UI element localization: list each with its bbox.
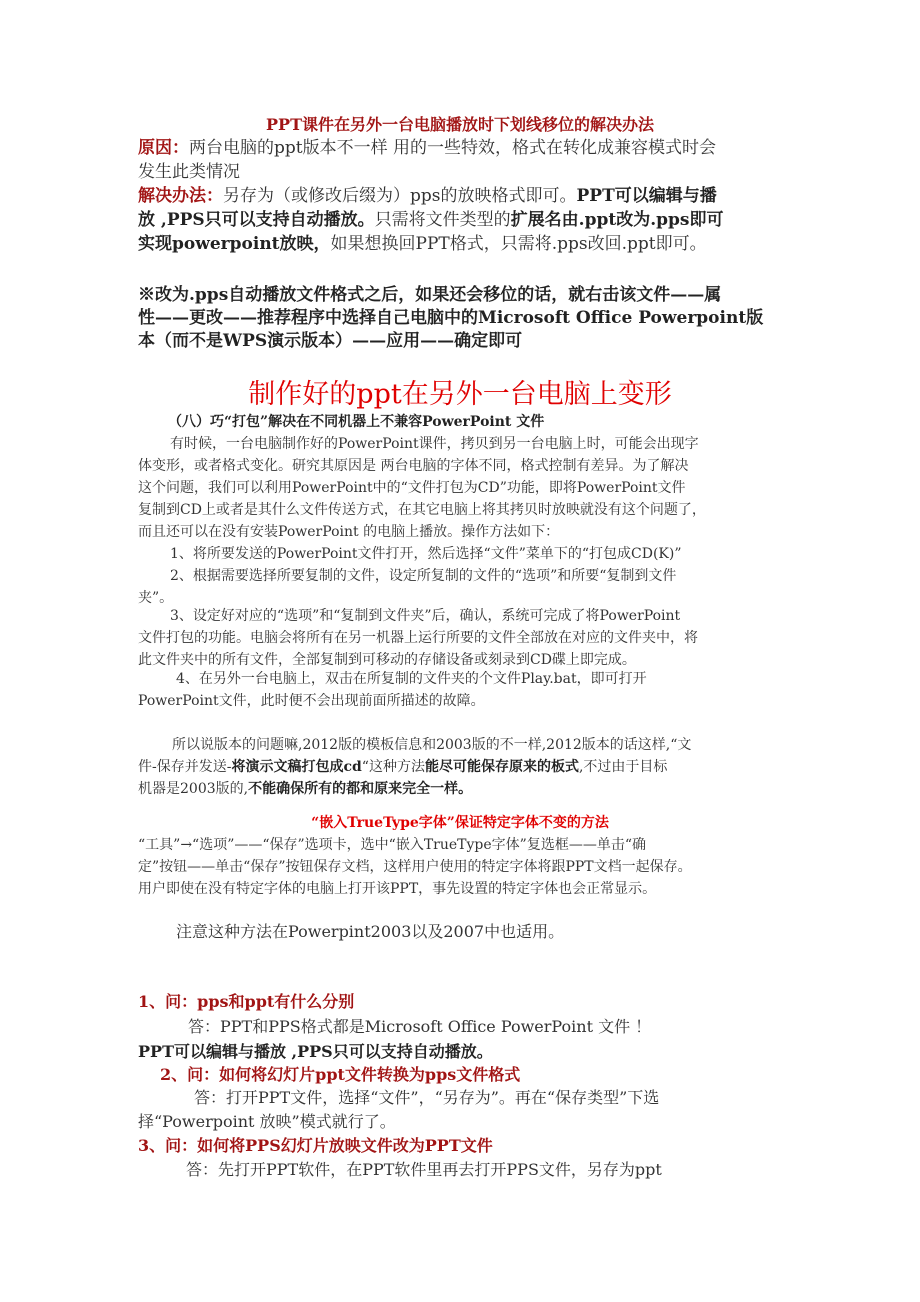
answer-1-bold: PPT可以编辑与播放 ,PPS只可以支持自动播放。 [138, 1042, 493, 1061]
question-3: 3、问：如何将PPS幻灯片放映文件改为PPT文件 [138, 1136, 493, 1155]
step-4-line-1: 4、在另外一台电脑上，双击在所复制的文件夹的个文件Play.bat，即可打开 [176, 671, 647, 687]
question-2: 2、问：如何将幻灯片ppt文件转换为pps文件格式 [160, 1065, 521, 1084]
note-line-2: 性——更改——推荐程序中选择自己电脑中的Microsoft Office Powerpoint版 [138, 308, 764, 328]
doc-title-deformation: 制作好的ppt在另外一台电脑上变形 [248, 379, 672, 410]
paragraph-1-line-1: 有时候，一台电脑制作好的PowerPoint课件，拷贝到另一台电脑上时，可能会出现字 [170, 436, 699, 452]
truetype-line-3: 用户即使在没有特定字体的电脑上打开该PPT，事先设置的特定字体也会正常显示。 [138, 881, 657, 897]
note-line-1: ※改为.pps自动播放文件格式之后，如果还会移位的话，就右击该文件——属 [138, 285, 722, 305]
answer-1: 答：PPT和PPS格式都是Microsoft Office PowerPoint 文件 ！ [188, 1017, 652, 1036]
truetype-heading: “嵌入TrueType字体”保证特定字体不变的方法 [311, 815, 609, 831]
step-2-line-2: 夹”。 [138, 590, 174, 606]
section-8-heading: （八）巧“打包”解决在不同机器上不兼容PowerPoint 文件 [168, 414, 545, 430]
doc-title-underline-fix: PPT课件在另外一台电脑播放时下划线移位的解决办法 [266, 115, 654, 134]
paragraph-1-line-4: 复制到CD上或者是其什么文件传送方式，在其它电脑上将其拷贝时放映就没有这个问题了， [138, 502, 706, 518]
answer-2-line-2: 择“Powerpoint 放映”模式就行了。 [138, 1112, 396, 1131]
version-line-1: 所以说版本的问题嘛,2012版的模板信息和2003版的不一样,2012版本的话这样,“文 [172, 737, 692, 753]
note-line-3: 本（而不是WPS演示版本）——应用——确定即可 [138, 331, 523, 351]
step-3-line-2: 文件打包的功能。电脑会将所有在另一机器上运行所要的文件全部放在对应的文件夹中，将 [138, 630, 698, 646]
step-2-line-1: 2、根据需要选择所要复制的文件，设定所复制的文件的“选项”和所要“复制到文件 [170, 568, 677, 584]
version-line-3: 机器是2003版的,不能确保所有的都和原来完全一样。 [138, 781, 473, 797]
truetype-line-2: 定”按钮——单击“保存”按钮保存文档，这样用户使用的特定字体将跟PPT文档一起保存。 [138, 859, 692, 875]
answer-3: 答：先打开PPT软件，在PPT软件里再去打开PPS文件，另存为ppt [186, 1160, 662, 1179]
answer-2-line-1: 答：打开PPT文件，选择“文件”，“另存为”。再在“保存类型”下选 [194, 1088, 660, 1107]
solution-line-2: 放 ,PPS只可以支持自动播放。只需将文件类型的扩展名由.ppt改为.pps即可 [138, 210, 724, 230]
question-1: 1、问：pps和ppt有什么分别 [138, 992, 355, 1011]
reason-line-2: 发生此类情况 [138, 162, 240, 182]
solution-label: 解决办法： [138, 186, 223, 206]
step-1: 1、将所要发送的PowerPoint文件打开，然后选择“文件”菜单下的“打包成CD(K)” [170, 546, 682, 562]
paragraph-1-line-2: 体变形，或者格式变化。研究其原因是 两台电脑的字体不同，格式控制有差异。为了解决 [138, 458, 689, 474]
step-3-line-3: 此文件夹中的所有文件，全部复制到可移动的存储设备或刻录到CD碟上即完成。 [138, 652, 636, 668]
step-3-line-1: 3、设定好对应的“选项”和“复制到文件夹”后，确认，系统可完成了将PowerPoint [170, 608, 681, 624]
truetype-line-1: “工具”→“选项”——“保存”选项卡，选中“嵌入TrueType字体”复选框——单击“确 [138, 837, 646, 853]
paragraph-1-line-3: 这个问题，我们可以利用PowerPoint中的“文件打包为CD”功能，即将PowerPoint文件 [138, 480, 686, 496]
version-line-2: 件-保存并发送-将演示文稿打包成cd“这种方法能尽可能保存原来的板式,不过由于目标 [138, 759, 668, 775]
step-4-line-2: PowerPoint文件，此时便不会出现前面所描述的故障。 [138, 693, 485, 709]
reason-line-1: 原因：两台电脑的ppt版本不一样 用的一些特效，格式在转化成兼容模式时会 [138, 138, 716, 158]
paragraph-1-line-5: 而且还可以在没有安装PowerPoint 的电脑上播放。操作方法如下： [138, 524, 560, 540]
note-2003-2007: 注意这种方法在Powerpint2003以及2007中也适用。 [176, 922, 565, 941]
reason-label: 原因： [138, 138, 189, 158]
solution-line-3: 实现powerpoint放映，如果想换回PPT格式，只需将.pps改回.ppt即可。 [138, 234, 707, 254]
solution-line-1: 解决办法：另存为（或修改后缀为）pps的放映格式即可。PPT可以编辑与播 [138, 186, 717, 206]
